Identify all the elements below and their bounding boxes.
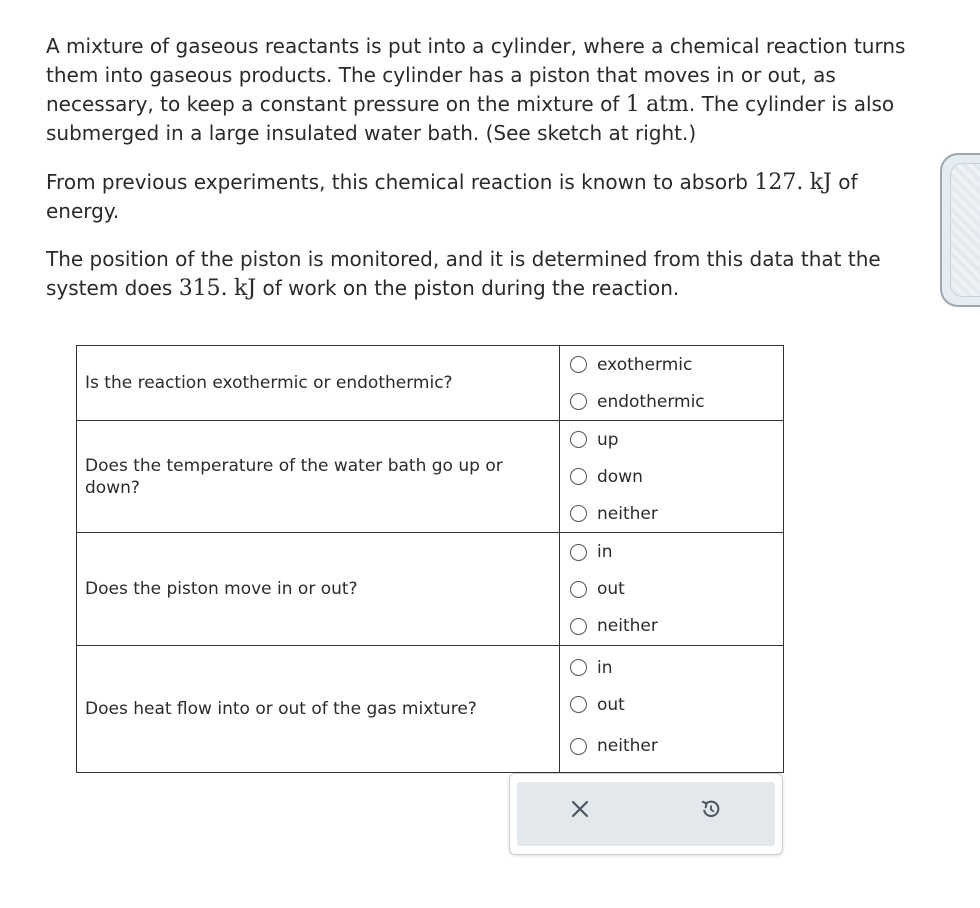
radio-button[interactable] [570,356,587,373]
options-cell [560,421,784,533]
radio-option-down[interactable] [570,458,783,495]
option-label: in [597,657,613,678]
intro-paragraph-2: From previous experiments, this chemical reaction is known to absorb 127. kJ of energy. [46,170,858,223]
radio-option-neither[interactable] [570,608,783,645]
radio-option-endothermic[interactable] [570,383,783,420]
action-bar [509,773,783,855]
radio-option-neither[interactable] [570,495,783,532]
cylinder-sketch [940,153,980,307]
option-label: out [597,579,625,599]
radio-option-out[interactable] [570,686,783,723]
radio-button[interactable] [570,505,587,522]
option-label: neither [597,736,658,756]
x-icon [570,799,590,819]
option-label: up [597,429,619,450]
options-cell [560,533,784,646]
option-label: in [597,542,613,562]
option-label: endothermic [597,391,705,412]
radio-option-neither[interactable] [570,723,783,769]
options-cell [560,346,784,421]
radio-option-up[interactable] [570,421,783,458]
question-text: Does the piston move in or out? [77,533,560,646]
option-label: neither [597,616,658,636]
option-label: exothermic [597,354,693,375]
question-row [77,421,784,533]
undo-icon [700,798,722,820]
radio-option-exothermic[interactable] [570,346,783,383]
intro-paragraph-1: A mixture of gaseous reactants is put into a cylinder, where a chemical reaction turns them into gaseous products. The cylinder has a piston that moves in or out, as necessary, to keep a constant pressure on the mixture of 1 atm. The cylinder is also submerged in a large insulated water bath. (See sketch at right.) [46,34,906,145]
radio-button[interactable] [570,468,587,485]
radio-button[interactable] [570,544,587,561]
radio-button[interactable] [570,618,587,635]
question-text: Is the reaction exothermic or endothermic? [77,346,560,421]
question-text: Does heat flow into or out of the gas mixture? [77,646,560,773]
reset-button[interactable] [696,794,726,824]
question-table [76,345,784,773]
clear-button[interactable] [565,794,595,824]
option-label: down [597,466,643,487]
radio-button[interactable] [570,581,587,598]
option-label: neither [597,503,658,524]
question-row [77,646,784,773]
radio-option-out[interactable] [570,571,783,608]
option-label: out [597,694,625,715]
options-cell [560,646,784,773]
radio-button[interactable] [570,659,587,676]
radio-option-in[interactable] [570,534,783,571]
intro-paragraph-3: The position of the piston is monitored, and it is determined from this data that the system does 315. kJ of work on the piston during the reaction. [46,247,881,301]
action-bar-inner [517,782,775,846]
radio-button[interactable] [570,738,587,755]
radio-button[interactable] [570,696,587,713]
question-row [77,533,784,646]
radio-option-in[interactable] [570,649,783,686]
radio-button[interactable] [570,431,587,448]
question-row [77,346,784,421]
question-text: Does the temperature of the water bath go up or down? [77,421,560,533]
radio-button[interactable] [570,393,587,410]
water-bath [950,163,980,297]
